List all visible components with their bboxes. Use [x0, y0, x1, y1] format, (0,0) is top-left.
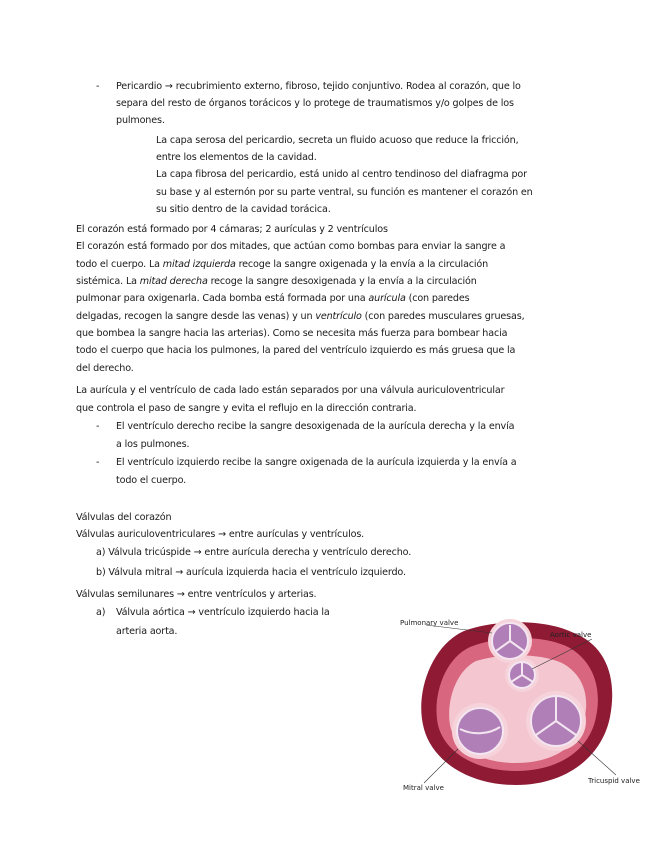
camaras-p1-line-7: todo el cuerpo que hacia los pulmones, la pared del ventrículo izquierdo es más gruesa que la [76, 345, 516, 356]
pericardio-line-2: separa del resto de órganos torácicos y lo protege de traumatismos y/o golpes de los [116, 98, 514, 109]
mitad-derecha-term: mitad derecha [139, 276, 208, 287]
valvulas-heading: Válvulas del corazón [76, 512, 172, 523]
serosa-line-2: entre los elementos de la cavidad. [156, 152, 317, 163]
tricuspid-valve-label: Tricuspid valve [588, 777, 640, 785]
valvulas-semilunares: Válvulas semilunares → entre ventrículos y arterias. [76, 589, 317, 600]
tricuspid-valve-shape [526, 691, 586, 751]
camaras-p1-line-8: del derecho. [76, 363, 134, 374]
camaras-p1-line-2: todo el cuerpo. La mitad izquierda recoge la sangre oxigenada y la envía a la circulación [76, 259, 489, 270]
bullet-ventriculo-izquierdo-line-1: El ventrículo izquierdo recibe la sangre oxigenada de la aurícula izquierda y la envía a [116, 457, 517, 468]
bullet-ventriculo-izquierdo-line-2: todo el cuerpo. [116, 475, 187, 486]
pulmonary-valve-label: Pulmonary valve [400, 619, 459, 627]
bullet-dash: - [96, 81, 100, 92]
aortic-valve-label: Aortic valve [550, 631, 592, 639]
bullet-ventriculo-derecho-line-1: El ventrículo derecho recibe la sangre desoxigenada de la aurícula derecha y la envía [116, 421, 515, 432]
pulmonary-valve-shape [488, 619, 532, 663]
pericardio-line-3: pulmones. [116, 115, 165, 126]
mitral-valve-shape [452, 703, 508, 759]
bullet-ventriculo-derecho-line-2: a los pulmones. [116, 439, 190, 450]
camaras-p1-line-1: El corazón está formado por dos mitades, que actúan como bombas para enviar la sangre a [76, 241, 506, 252]
camaras-p1-line-4: pulmonar para oxigenarla. Cada bomba está formada por una aurícula (con paredes [76, 293, 470, 304]
camaras-p2-line-2: que controla el paso de sangre y evita el reflujo en la dirección contraria. [76, 403, 417, 414]
valvulas-av: Válvulas auriculoventriculares → entre aurículas y ventrículos. [76, 529, 365, 540]
fibrosa-line-1: La capa fibrosa del pericardio, está unido al centro tendinoso del diafragma por [156, 169, 527, 180]
ventriculo-term: ventrículo [315, 311, 362, 322]
fibrosa-line-2: su base y al esternón por su parte ventral, su función es mantener el corazón en [156, 187, 533, 198]
camaras-p1-line-6: que bombea la sangre hacia las arterias). Como se necesita más fuerza para bombear hacia [76, 328, 508, 339]
valvula-aortica-marker: a) [96, 607, 106, 618]
fibrosa-line-3: su sitio dentro de la cavidad torácica. [156, 204, 331, 215]
valvula-tricuspide-item: a) Válvula tricúspide → entre aurícula derecha y ventrículo derecho. [96, 547, 412, 558]
valvula-aortica-line-2: arteria aorta. [116, 626, 178, 637]
mitral-valve-label: Mitral valve [403, 784, 444, 792]
valvula-aortica-line-1: Válvula aórtica → ventrículo izquierdo hacia la [116, 607, 330, 618]
camaras-p2-line-1: La aurícula y el ventrículo de cada lado están separados por una válvula auriculoventricular [76, 385, 505, 396]
bullet-dash: - [96, 457, 100, 468]
serosa-line-1: La capa serosa del pericardio, secreta un fluido acuoso que reduce la fricción, [156, 135, 519, 146]
pericardio-line-1: Pericardio → recubrimiento externo, fibroso, tejido conjuntivo. Rodea al corazón, que lo [116, 81, 521, 92]
auricula-term: aurícula [368, 293, 406, 304]
camaras-p1-line-3: sistémica. La mitad derecha recoge la sangre desoxigenada y la envía a la circulación [76, 276, 477, 287]
valvula-mitral-item: b) Válvula mitral → aurícula izquierda hacia el ventrículo izquierdo. [96, 567, 406, 578]
bullet-dash: - [96, 421, 100, 432]
mitad-izquierda-term: mitad izquierda [162, 259, 236, 270]
camaras-heading: El corazón está formado por 4 cámaras; 2 aurículas y 2 ventrículos [76, 224, 388, 235]
heart-valves-diagram [396, 617, 650, 795]
camaras-p1-line-5: delgadas, recogen la sangre desde las venas) y un ventrículo (con paredes musculares gruesas, [76, 311, 525, 322]
aortic-valve-shape [505, 658, 539, 692]
